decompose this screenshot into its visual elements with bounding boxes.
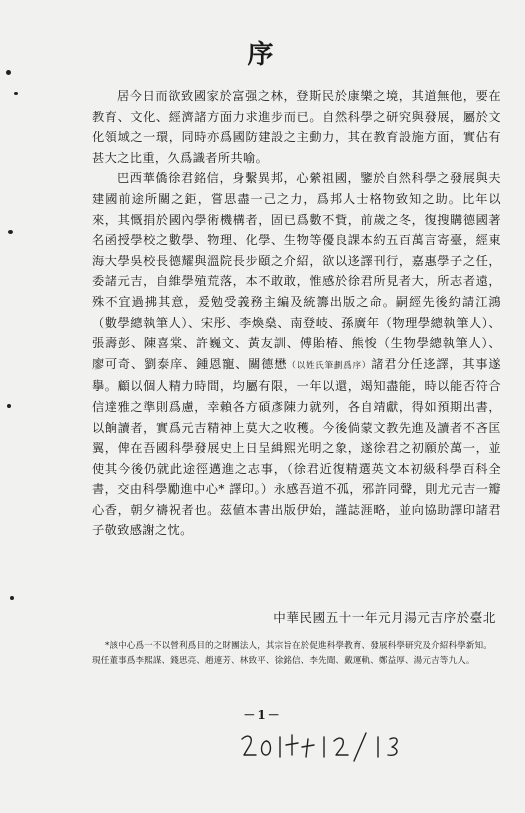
footnote-text: *該中心爲一不以營利爲目的之財團法人，其宗旨在於促進科學教育、發展科學研究及介紹科學新知。現任董事爲李熙謀、錢思亮、趙連芳、林致平、徐銘信、李先聞、戴運軌、鄭益厚、湯元吉等九人。 — [92, 641, 492, 666]
handwritten-note — [238, 727, 448, 767]
paragraph-2 — [92, 168, 501, 541]
scan-speck — [7, 404, 11, 408]
preface-title: 序 — [247, 40, 278, 70]
footnote — [92, 639, 492, 668]
scan-speck — [10, 596, 14, 600]
signature-line: 中華民國五十一年元月湯元吉序於臺北 — [273, 610, 496, 625]
scan-speck — [14, 92, 18, 95]
preface-body — [92, 86, 501, 541]
paragraph-1 — [92, 86, 501, 168]
paragraph-2-text-b: 諸君分任迻譯，其事遂擧。顧以個人精力時間，均屬有限，一年以還，竭知盡能，時以能否符合信達雅之準則爲慮，幸賴各方碩彥陳力就列，各自靖獻，得如預期出書，以餉讀者，實爲元吉精神上莫大之收穫。今後倘蒙文教先進及讀者不吝匡翼，俾在吾國科學發展史上日呈緝熙光明之象，遂徐君之初願於萬一，並使其今後仍就此途徑邁進之志事，（徐君近復精選英文本初級科學百科全書，交由科學勵進中心* 譯印。）永感吾道不孤，邪許同聲，則尤元吉一瓣心香，朝夕禱祝者也。茲値本書出版伊始，謹誌涯略，並向協助譯印諸君子敬致感謝之忱。 — [92, 356, 502, 538]
page-number: －1－ — [243, 708, 282, 722]
scan-speck — [6, 70, 11, 75]
scan-speck — [8, 230, 13, 234]
ordering-note: （以姓氏筆劃爲序） — [287, 360, 372, 371]
paragraph-1-text: 居今日而欲致國家於富强之林，登斯民於康樂之境，其道無他，要在教育、文化、經濟諸方面力求進步而已。自然科學之研究與發展，屬於文化領域之一環，同時亦爲國防建設之主動力，其在教育設施方面，實佔有甚大之比重，久爲識者所共喻。 — [92, 89, 501, 165]
paragraph-2-text-a: 巴西華僑徐君銘信，身繫異邦，心縈祖國，鑒於自然科學之發展與夫建國前途所關之鉅，嘗思盡一己之力，爲邦人士格物致知之助。比年以來，其慨捐於國內學術機構者，固已爲數不貲，前歲之冬，復搜購德國著名函授學校之數學、物理、化學、生物等優良課本約五百萬言寄臺，經東海大學吳校長德耀與溫院長步頤之介紹，欲以迻譯刊行，嘉惠學子之任，委諸元吉，自維學殖荒落，本不敢敢，惟感於徐君所見者大，所志者遠，殊不宜過拂其意，爰勉受義務主編及統籌出版之命。嗣經先後約請江鴻（數學總執筆人）、宋彤、李煥燊、南登岐、孫廣年（物理學總執筆人）、張壽彭、陳喜棠、許巍文、黃友訓、傅貽椿、熊悛（生物學總執筆人）、廖可奇、劉泰庠、鍾恩寵、關德懋 — [92, 171, 501, 371]
